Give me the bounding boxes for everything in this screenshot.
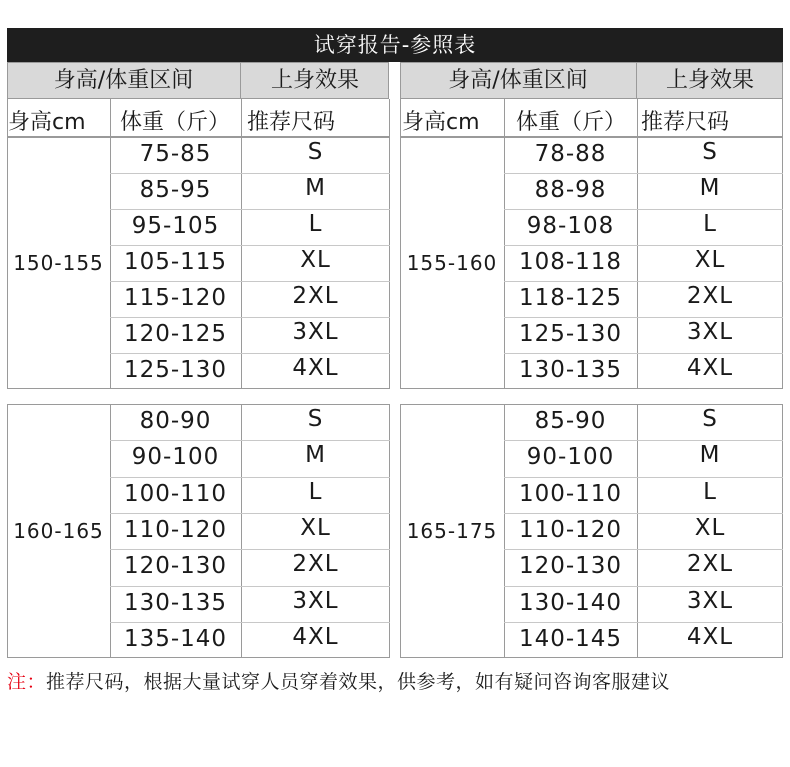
recommended-size: M xyxy=(305,442,326,469)
header-effect-label-right: 上身效果 xyxy=(665,68,754,93)
weight-range: 90-100 xyxy=(526,444,615,471)
row-divider xyxy=(504,281,783,282)
row-divider xyxy=(110,353,390,354)
recommended-size: 3XL xyxy=(686,319,734,345)
recommended-size: L xyxy=(308,211,323,237)
header-effect-label: 上身效果 xyxy=(270,68,359,93)
row-divider xyxy=(110,209,390,210)
weight-range: 110-120 xyxy=(123,516,228,543)
divider xyxy=(504,99,505,137)
page-title: 试穿报告-参照表 xyxy=(7,28,783,62)
recommended-size: 4XL xyxy=(292,355,339,381)
recommended-size: 4XL xyxy=(292,623,339,650)
subheader-size-label: 推荐尺码 xyxy=(247,110,336,135)
subheader-height-label: 身高cm xyxy=(8,110,86,135)
header-range-label-right: 身高/体重区间 xyxy=(400,62,637,99)
divider xyxy=(400,99,401,137)
height-range: 150-155 xyxy=(13,251,104,275)
recommended-size: S xyxy=(307,139,324,165)
recommended-size: 4XL xyxy=(686,623,734,650)
row-divider xyxy=(110,281,390,282)
recommended-size: M xyxy=(699,175,721,201)
weight-range: 108-118 xyxy=(518,249,623,275)
weight-range: 120-130 xyxy=(123,553,228,580)
divider xyxy=(389,99,390,137)
weight-range: 105-115 xyxy=(123,249,228,275)
recommended-size: 3XL xyxy=(686,587,734,614)
header-range-label: 身高/体重区间 xyxy=(7,62,241,99)
weight-range: 78-88 xyxy=(534,141,607,167)
weight-range: 85-90 xyxy=(534,408,607,434)
recommended-size: S xyxy=(702,139,718,165)
row-divider xyxy=(110,513,390,514)
recommended-size: L xyxy=(703,478,717,505)
row-divider xyxy=(504,549,783,550)
recommended-size: XL xyxy=(694,514,726,541)
subheader-size-label-right: 推荐尺码 xyxy=(641,110,730,135)
recommended-size: 2XL xyxy=(292,551,339,578)
divider xyxy=(110,99,111,137)
divider xyxy=(637,99,638,137)
divider xyxy=(7,99,8,137)
row-divider xyxy=(504,513,783,514)
recommended-size: XL xyxy=(694,247,726,273)
height-range: 160-165 xyxy=(13,519,104,543)
row-divider xyxy=(504,173,783,174)
weight-range: 100-110 xyxy=(123,480,228,507)
footnote-prefix: 注： xyxy=(7,671,47,693)
row-divider xyxy=(110,173,390,174)
subheader-weight-label: 体重（斤） xyxy=(120,110,231,135)
weight-range: 130-135 xyxy=(518,357,623,383)
weight-range: 88-98 xyxy=(534,177,607,203)
recommended-size: 4XL xyxy=(686,355,734,381)
row-divider xyxy=(110,317,390,318)
divider xyxy=(782,99,783,137)
footnote xyxy=(7,667,670,694)
weight-range: 90-100 xyxy=(131,444,220,471)
recommended-size: 3XL xyxy=(292,319,339,345)
recommended-size: 2XL xyxy=(686,551,734,578)
row-divider xyxy=(110,440,390,441)
weight-range: 95-105 xyxy=(131,213,220,239)
weight-range: 135-140 xyxy=(123,625,228,652)
row-divider xyxy=(110,549,390,550)
weight-range: 130-140 xyxy=(518,589,623,616)
weight-range: 100-110 xyxy=(518,480,623,507)
footnote-text: 推荐尺码，根据大量试穿人员穿着效果，供参考，如有疑问咨询客服建议 xyxy=(46,671,671,693)
recommended-size: M xyxy=(699,442,721,469)
subheader-height-label-right: 身高cm xyxy=(402,110,480,135)
weight-range: 125-130 xyxy=(123,357,228,383)
row-divider xyxy=(504,245,783,246)
recommended-size: L xyxy=(308,478,323,505)
weight-range: 120-125 xyxy=(123,321,228,347)
row-divider xyxy=(504,353,783,354)
row-divider xyxy=(504,317,783,318)
weight-range: 80-90 xyxy=(139,408,212,434)
weight-range: 120-130 xyxy=(518,553,623,580)
recommended-size: S xyxy=(702,406,718,432)
height-range: 165-175 xyxy=(406,519,498,543)
divider xyxy=(241,99,242,137)
row-divider xyxy=(504,440,783,441)
weight-range: 115-120 xyxy=(123,285,228,311)
subheader-weight-label-right: 体重（斤） xyxy=(516,110,627,135)
weight-range: 110-120 xyxy=(518,516,623,543)
recommended-size: S xyxy=(307,406,324,432)
height-range: 155-160 xyxy=(406,251,498,275)
weight-range: 118-125 xyxy=(518,285,623,311)
recommended-size: XL xyxy=(300,514,331,541)
recommended-size: M xyxy=(305,175,326,201)
weight-range: 85-95 xyxy=(139,177,212,203)
recommended-size: 2XL xyxy=(292,283,339,309)
recommended-size: L xyxy=(703,211,717,237)
weight-range: 140-145 xyxy=(518,625,623,652)
weight-range: 125-130 xyxy=(518,321,623,347)
recommended-size: 3XL xyxy=(292,587,339,614)
recommended-size: 2XL xyxy=(686,283,734,309)
row-divider xyxy=(110,245,390,246)
recommended-size: XL xyxy=(300,247,331,273)
row-divider xyxy=(504,209,783,210)
weight-range: 75-85 xyxy=(139,141,212,167)
weight-range: 130-135 xyxy=(123,589,228,616)
weight-range: 98-108 xyxy=(526,213,615,239)
